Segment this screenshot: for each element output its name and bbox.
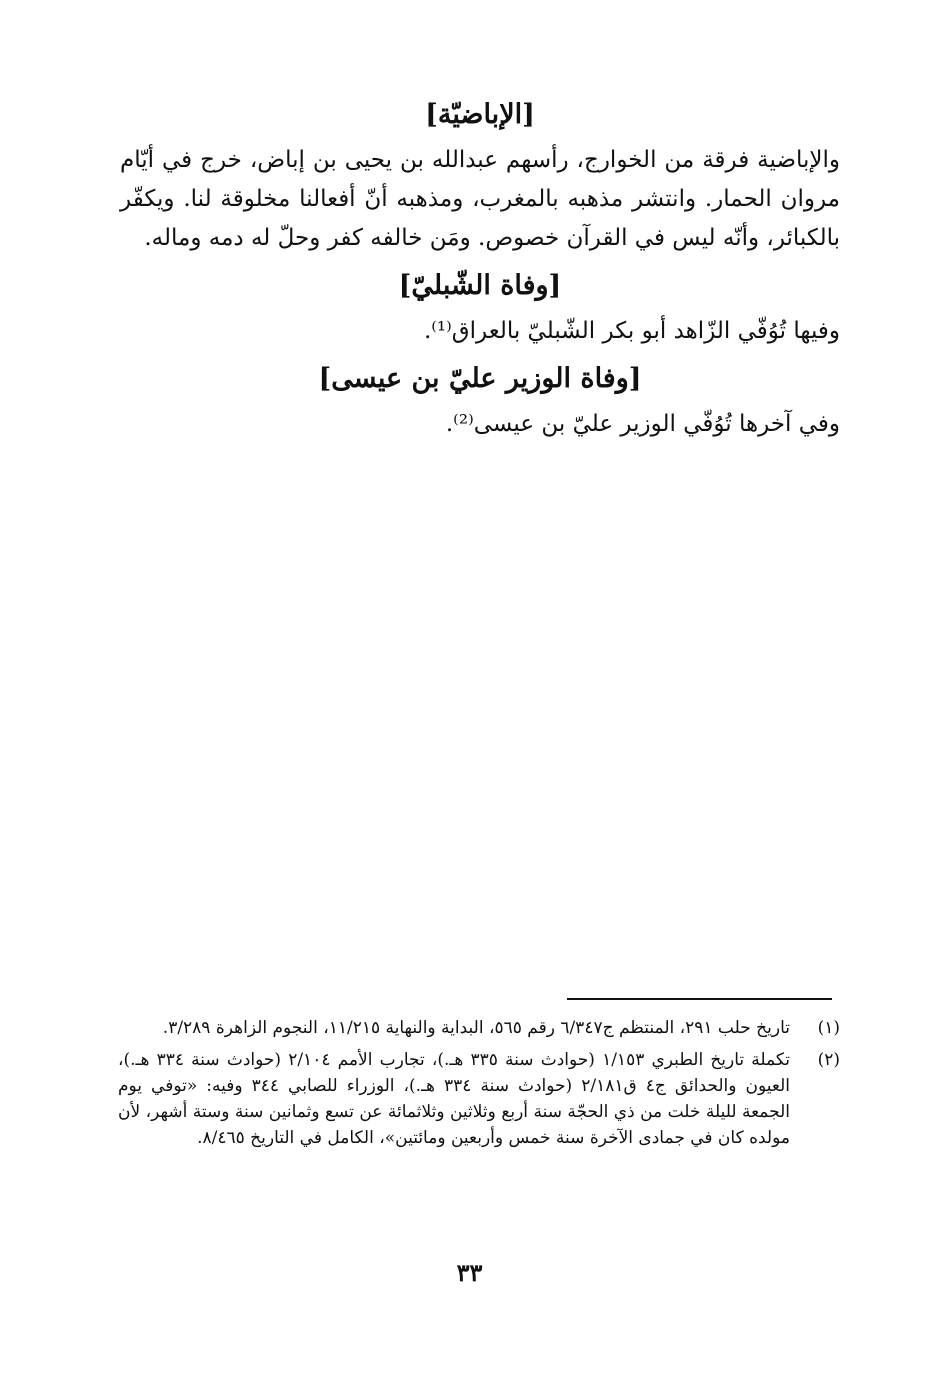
- footnote-number: (٢): [817, 1050, 840, 1070]
- page-number: ٣٣: [456, 1258, 483, 1287]
- footnote-number: (١): [817, 1018, 840, 1038]
- paragraph-shibli: وفيها تُوُفّي الزّاهد أبو بكر الشّبليّ بالعراق⁽¹⁾.: [423, 318, 840, 344]
- main-text: [120, 95, 840, 452]
- footnote-1: [118, 1015, 840, 1041]
- footnote-2: [118, 1047, 840, 1151]
- footnote-text: تكملة تاريخ الطبري ١/١٥٣ (حوادث سنة ٣٣٥ هـ.)، تجارب الأمم ٢/١٠٤ (حوادث سنة ٣٣٤ هـ.)، العيون والحدائق ج٤ ق٢/١٨١ (حوادث سنة ٣٣٤ هـ.)، الوزراء للصابي ٣٤٤ وفيه: «توفي يوم الجمعة لليلة خلت من ذي الحجّة سنة أربع وثلاثين وثلاثمائة عن تسع وثمانين سنة وستة أشهر، لأن مولده كان في جمادى الآخرة سنة خمس وأربعين ومائتين»، الكامل في التاريخ ٨/٤٦٥.: [118, 1050, 790, 1148]
- section-heading-ibadiyya: [الإباضيّة]: [425, 99, 535, 130]
- paragraph-ali-bin-isa: وفي آخرها تُوُفّي الوزير عليّ بن عيسى⁽²⁾.: [445, 411, 840, 437]
- footnote-text: تاريخ حلب ٢٩١، المنتظم ج٦/٣٤٧ رقم ٥٦٥، البداية والنهاية ١١/٢١٥، النجوم الزاهرة ٣/٢٨٩.: [162, 1018, 790, 1038]
- section-heading-shibli: [وفاة الشّبليّ]: [398, 270, 562, 301]
- section-heading-ali-bin-isa: [وفاة الوزير عليّ بن عيسى]: [318, 363, 642, 394]
- footnotes: [118, 1015, 840, 1157]
- footnote-divider: [567, 998, 832, 1000]
- paragraph-ibadiyya: والإباضية فرقة من الخوارج، رأسهم عبدالله بن يحيى بن إباض، خرج في أيّام مروان الحمار. وانتشر مذهبه بالمغرب، ومذهبه أنّ أفعالنا مخلوقة لنا. ويكفّر بالكبائر، وأنّه ليس في القرآن خصوص. ومَن خالفه كفر وحلّ له دمه وماله.: [120, 147, 840, 251]
